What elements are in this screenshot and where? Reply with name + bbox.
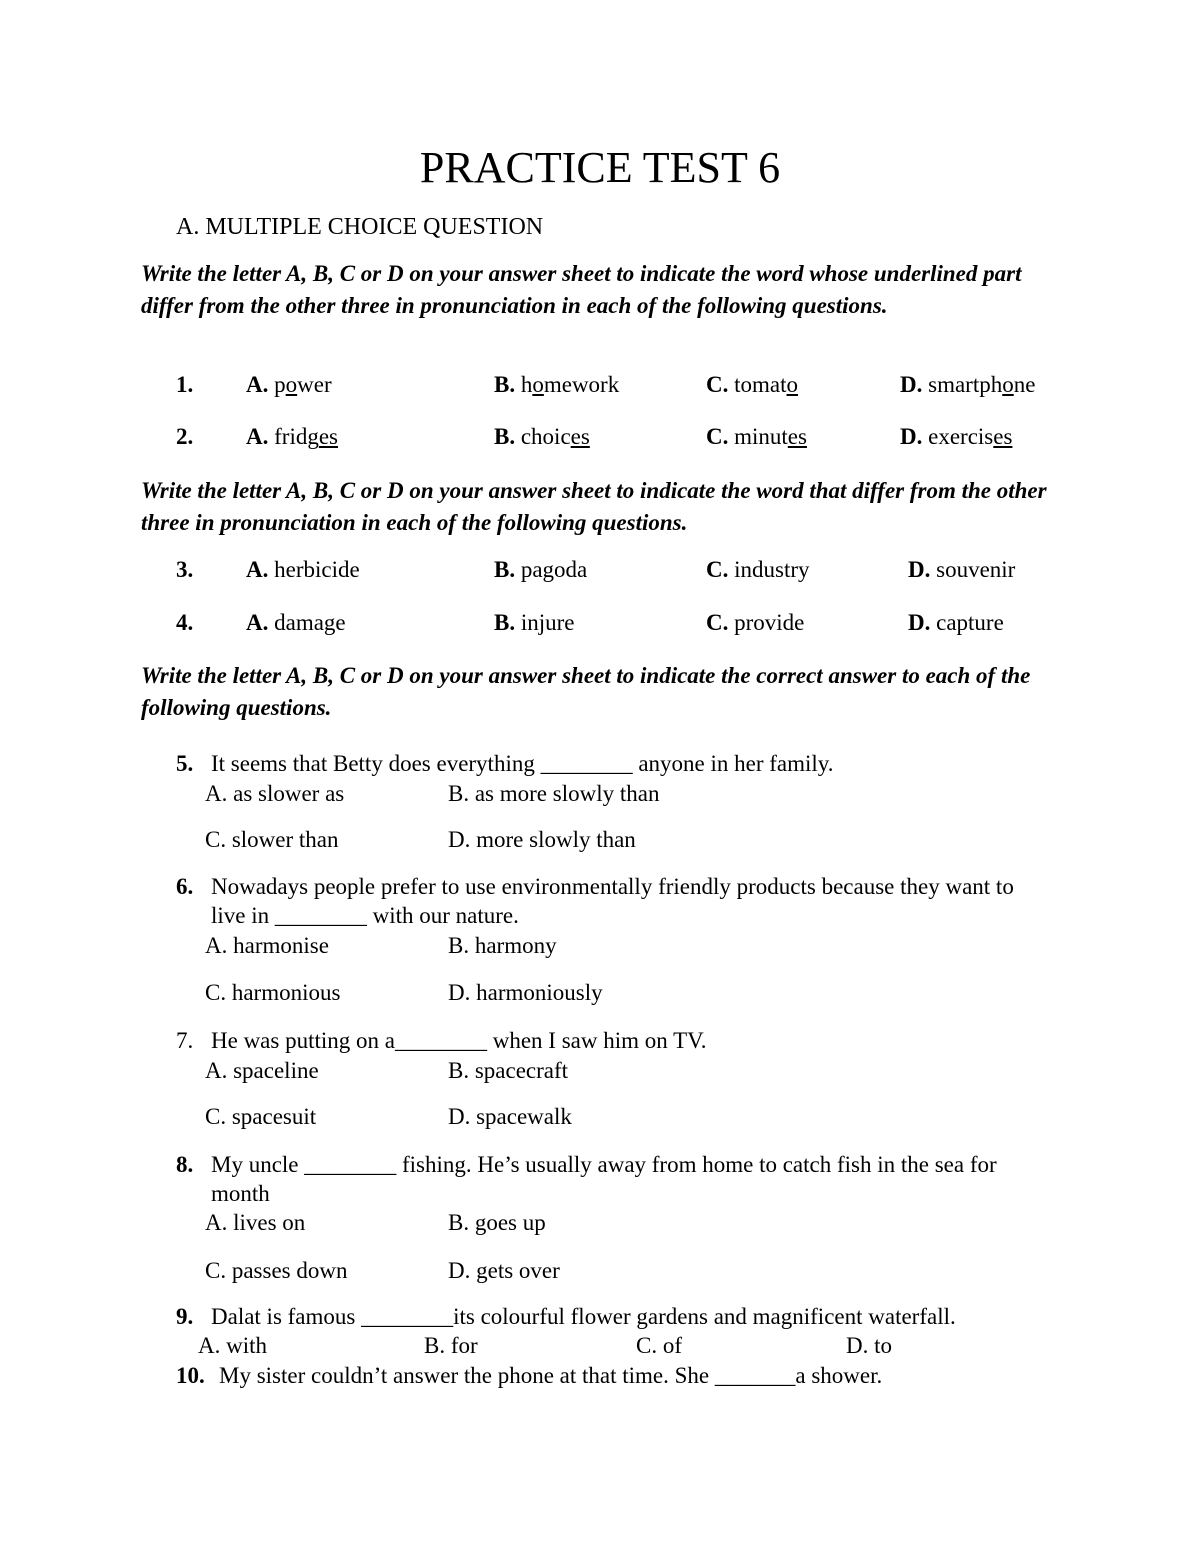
instruction-stress: Write the letter A, B, C or D on your answer sheet to indicate the word that differ from the other three in pronunciation in each of the following questions.: [141, 478, 1047, 535]
option-a[interactable]: A. as slower as: [205, 781, 345, 806]
page-title: PRACTICE TEST 6: [419, 143, 781, 192]
underlined-part: o: [532, 372, 544, 397]
question-number: 9.: [176, 1304, 194, 1329]
question-text: My sister couldn’t answer the phone at that time. She _______a shower.: [219, 1363, 883, 1388]
option-b[interactable]: B. harmony: [448, 933, 557, 958]
option-d[interactable]: D. exercises: [900, 424, 1013, 449]
option-a[interactable]: A. harmonise: [205, 933, 329, 958]
option-b[interactable]: B. spacecraft: [448, 1058, 569, 1083]
instruction-correct-answer: Write the letter A, B, C or D on your answer sheet to indicate the correct answer to each of the following questions.: [141, 663, 1031, 720]
option-c[interactable]: C. tomato: [706, 372, 799, 397]
underlined-part: es: [787, 424, 807, 449]
option-b[interactable]: B. pagoda: [494, 557, 588, 582]
underlined-part: es: [318, 424, 339, 449]
option-b[interactable]: B. choices: [494, 424, 590, 449]
question-number: 8.: [176, 1152, 194, 1177]
option-c[interactable]: C. spacesuit: [205, 1104, 317, 1129]
question-number: 10.: [176, 1363, 205, 1388]
option-a[interactable]: A. herbicide: [246, 557, 360, 582]
question-number: 4.: [176, 610, 194, 635]
option-b[interactable]: B. injure: [494, 610, 575, 635]
option-a[interactable]: A. spaceline: [205, 1058, 319, 1083]
option-d[interactable]: D. to: [846, 1333, 892, 1358]
option-d[interactable]: D. souvenir: [908, 557, 1016, 582]
question-text: He was putting on a________ when I saw him on TV.: [211, 1028, 707, 1053]
question-number: 6.: [176, 874, 194, 899]
option-a[interactable]: A. with: [198, 1333, 267, 1358]
option-d[interactable]: D. more slowly than: [448, 827, 636, 852]
question-number: 1.: [176, 372, 194, 397]
question-text: My uncle ________ fishing. He’s usually away from home to catch fish in the sea for month: [211, 1152, 997, 1206]
underlined-part: o: [285, 372, 298, 397]
option-b[interactable]: B. homework: [494, 372, 620, 397]
question-number: 3.: [176, 557, 194, 582]
option-d[interactable]: D. gets over: [448, 1258, 560, 1283]
instruction-pronunciation: Write the letter A, B, C or D on your answer sheet to indicate the word whose underlined part differ from the other three in pronunciation in each of the following questions.: [141, 261, 1022, 318]
question-number: 2.: [176, 424, 194, 449]
question-number: 7.: [176, 1028, 194, 1053]
option-d[interactable]: D. capture: [908, 610, 1004, 635]
question-text: It seems that Betty does everything ________ anyone in her family.: [211, 751, 834, 776]
option-c[interactable]: C. provide: [706, 610, 805, 635]
option-b[interactable]: B. for: [424, 1333, 478, 1358]
option-a[interactable]: A. lives on: [205, 1210, 306, 1235]
option-c[interactable]: C. passes down: [205, 1258, 348, 1283]
option-a[interactable]: A. fridges: [246, 424, 339, 449]
option-c[interactable]: C. minutes: [706, 424, 807, 449]
underlined-part: o: [1002, 372, 1014, 397]
underlined-part: es: [993, 424, 1013, 449]
question-text: Nowadays people prefer to use environmentally friendly products because they want to live in ________ with our nature.: [211, 874, 1014, 928]
option-a[interactable]: A. damage: [246, 610, 346, 635]
option-c[interactable]: C. slower than: [205, 827, 339, 852]
section-heading: A. MULTIPLE CHOICE QUESTION: [176, 214, 544, 240]
option-d[interactable]: D. spacewalk: [448, 1104, 572, 1129]
option-c[interactable]: C. of: [636, 1333, 682, 1358]
option-d[interactable]: D. smartphone: [900, 372, 1036, 397]
option-c[interactable]: C. harmonious: [205, 980, 341, 1005]
underlined-part: es: [570, 424, 590, 449]
option-b[interactable]: B. as more slowly than: [448, 781, 660, 806]
option-c[interactable]: C. industry: [706, 557, 810, 582]
option-a[interactable]: A. power: [246, 372, 332, 397]
question-text: Dalat is famous ________its colourful flower gardens and magnificent waterfall.: [211, 1304, 956, 1329]
question-number: 5.: [176, 751, 194, 776]
option-b[interactable]: B. goes up: [448, 1210, 546, 1235]
underlined-part: o: [786, 372, 799, 397]
option-d[interactable]: D. harmoniously: [448, 980, 603, 1005]
